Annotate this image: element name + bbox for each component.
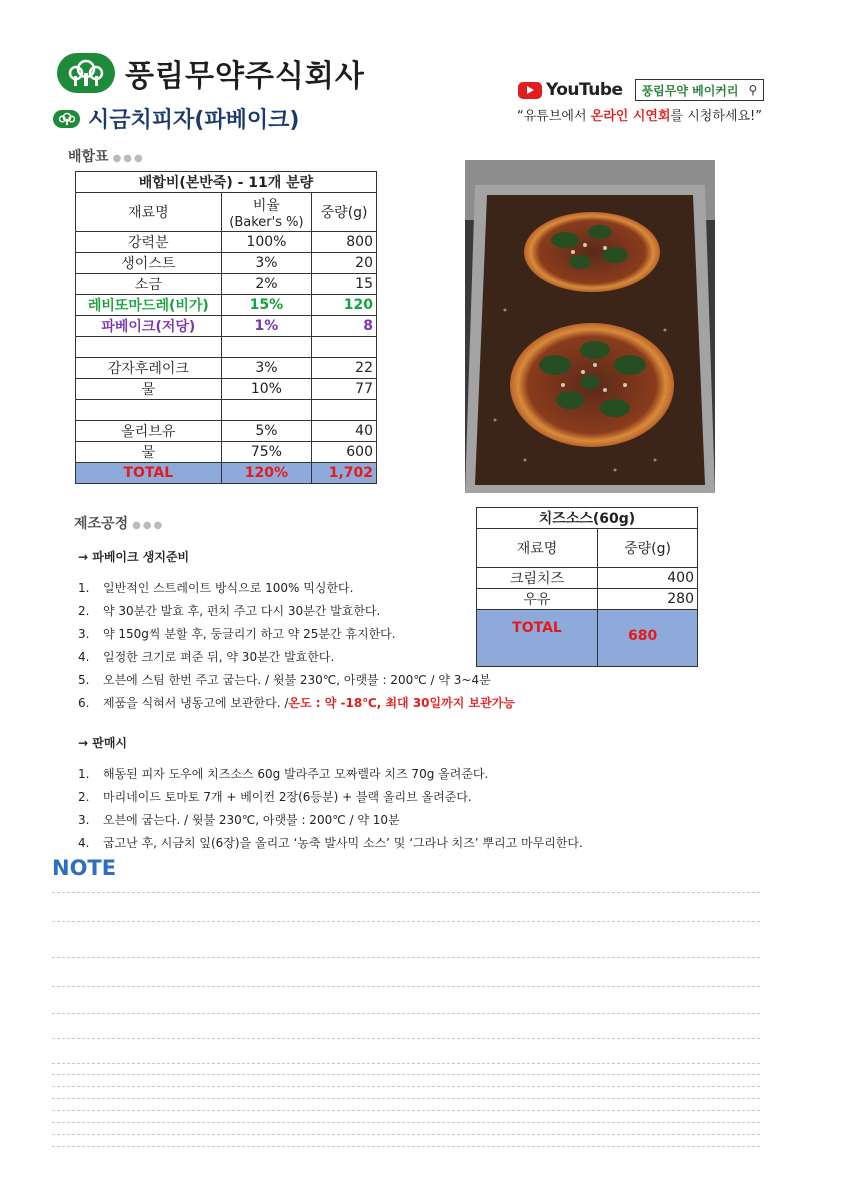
table-row: 소금 2% 15 — [76, 274, 377, 295]
table-row-empty — [76, 400, 377, 421]
recipe-table — [75, 171, 377, 484]
list-item: 3. 약 150g씩 분할 후, 둥글리기 하고 약 25분간 휴지한다. — [78, 626, 396, 641]
process-section-label: 제조공정 ●●● — [74, 516, 165, 532]
youtube-play-icon — [518, 82, 542, 99]
table-row-biga: 레비또마드레(비가) 15% 120 — [76, 295, 377, 316]
company-logo — [57, 52, 365, 94]
list-item: 3. 오븐에 굽는다. / 윗불 230℃, 아랫불 : 200℃ / 약 10분 — [78, 812, 400, 827]
col-name: 재료명 — [76, 193, 222, 232]
subheading: → 판매시 — [78, 736, 128, 750]
search-text: 풍림무약 베이커리 — [641, 83, 739, 98]
search-icon: ⚲ — [748, 83, 758, 97]
company-name: 풍림무약주식회사 — [125, 59, 365, 94]
recipe-section-label: 배합표 ●●● — [68, 149, 145, 165]
table-header-row: 재료명 중량(g) — [477, 529, 698, 568]
pizza-photo — [465, 160, 715, 493]
table-total-row: TOTAL 120% 1,702 — [76, 463, 377, 484]
list-item: 2. 마리네이드 토마토 7개 + 베이컨 2장(6등분) + 블랙 올리브 올려준다. — [78, 789, 472, 804]
table-header-row — [76, 193, 377, 232]
table-row: 물 10% 77 — [76, 379, 377, 400]
table-row-empty — [76, 337, 377, 358]
table-row: 크림치즈 400 — [477, 568, 698, 589]
list-item: 6. 제품을 식혀서 냉동고에 보관한다. / 온도 : 약 -18℃, 최대 30일까지 보관가능 — [78, 695, 515, 710]
youtube-banner[interactable] — [518, 79, 764, 101]
col-ratio: 비율 (Baker's %) — [221, 193, 312, 232]
list-item: 4. 굽고난 후, 시금치 잎(6장)을 올리고 ‘농축 발사믹 소스’ 및 ‘그라나 치즈’ 뿌리고 마무리한다. — [78, 835, 583, 850]
process-steps-sale — [78, 734, 778, 854]
col-weight: 중량(g) — [312, 193, 377, 232]
table-row: 우유 280 — [477, 589, 698, 610]
promo-text: “유튜브에서 온라인 시연회를 시청하세요!” — [517, 109, 762, 124]
subheading: → 파베이크 생지준비 — [78, 550, 190, 564]
table-row: 생이스트 3% 20 — [76, 253, 377, 274]
youtube-wordmark: YouTube — [546, 80, 623, 100]
list-item: 2. 약 30분간 발효 후, 펀치 주고 다시 30분간 발효한다. — [78, 603, 381, 618]
youtube-search-box[interactable] — [635, 79, 765, 101]
list-item: 5. 오븐에 스팀 한번 주고 굽는다. / 윗불 230℃, 아랫불 : 200℃ / 약 3~4분 — [78, 672, 491, 687]
list-item: 1. 일반적인 스트레이트 방식으로 100% 믹싱한다. — [78, 580, 354, 595]
table-row: 강력분 100% 800 — [76, 232, 377, 253]
process-steps-parbake — [78, 548, 778, 714]
page-title: 시금치피자(파베이크) — [88, 108, 300, 133]
table-row: 감자후레이크 3% 22 — [76, 358, 377, 379]
page-title-row — [53, 103, 299, 134]
list-item: 1. 해동된 피자 도우에 치즈소스 60g 발라주고 모짜렐라 치즈 70g 올려준다. — [78, 766, 489, 781]
promo-highlight: 온라인 시연회 — [590, 109, 671, 124]
table-title-row — [76, 172, 377, 193]
tree-logo-icon — [57, 53, 115, 93]
storage-warning: 온도 : 약 -18℃, 최대 30일까지 보관가능 — [288, 696, 515, 710]
tree-logo-small-icon — [53, 110, 80, 128]
note-title: NOTE — [52, 856, 117, 880]
table-row: 올리브유 5% 40 — [76, 421, 377, 442]
list-item: 4. 일정한 크기로 펴준 뒤, 약 30분간 발효한다. — [78, 649, 335, 664]
table-total-row: TOTAL 680 — [477, 610, 698, 667]
cheese-table-title: 치즈소스(60g) — [477, 508, 698, 529]
table-title-row — [477, 508, 698, 529]
table-row: 물 75% 600 — [76, 442, 377, 463]
recipe-table-title: 배합비(본반죽) - 11개 분량 — [76, 172, 377, 193]
table-row-parbake: 파베이크(저당) 1% 8 — [76, 316, 377, 337]
